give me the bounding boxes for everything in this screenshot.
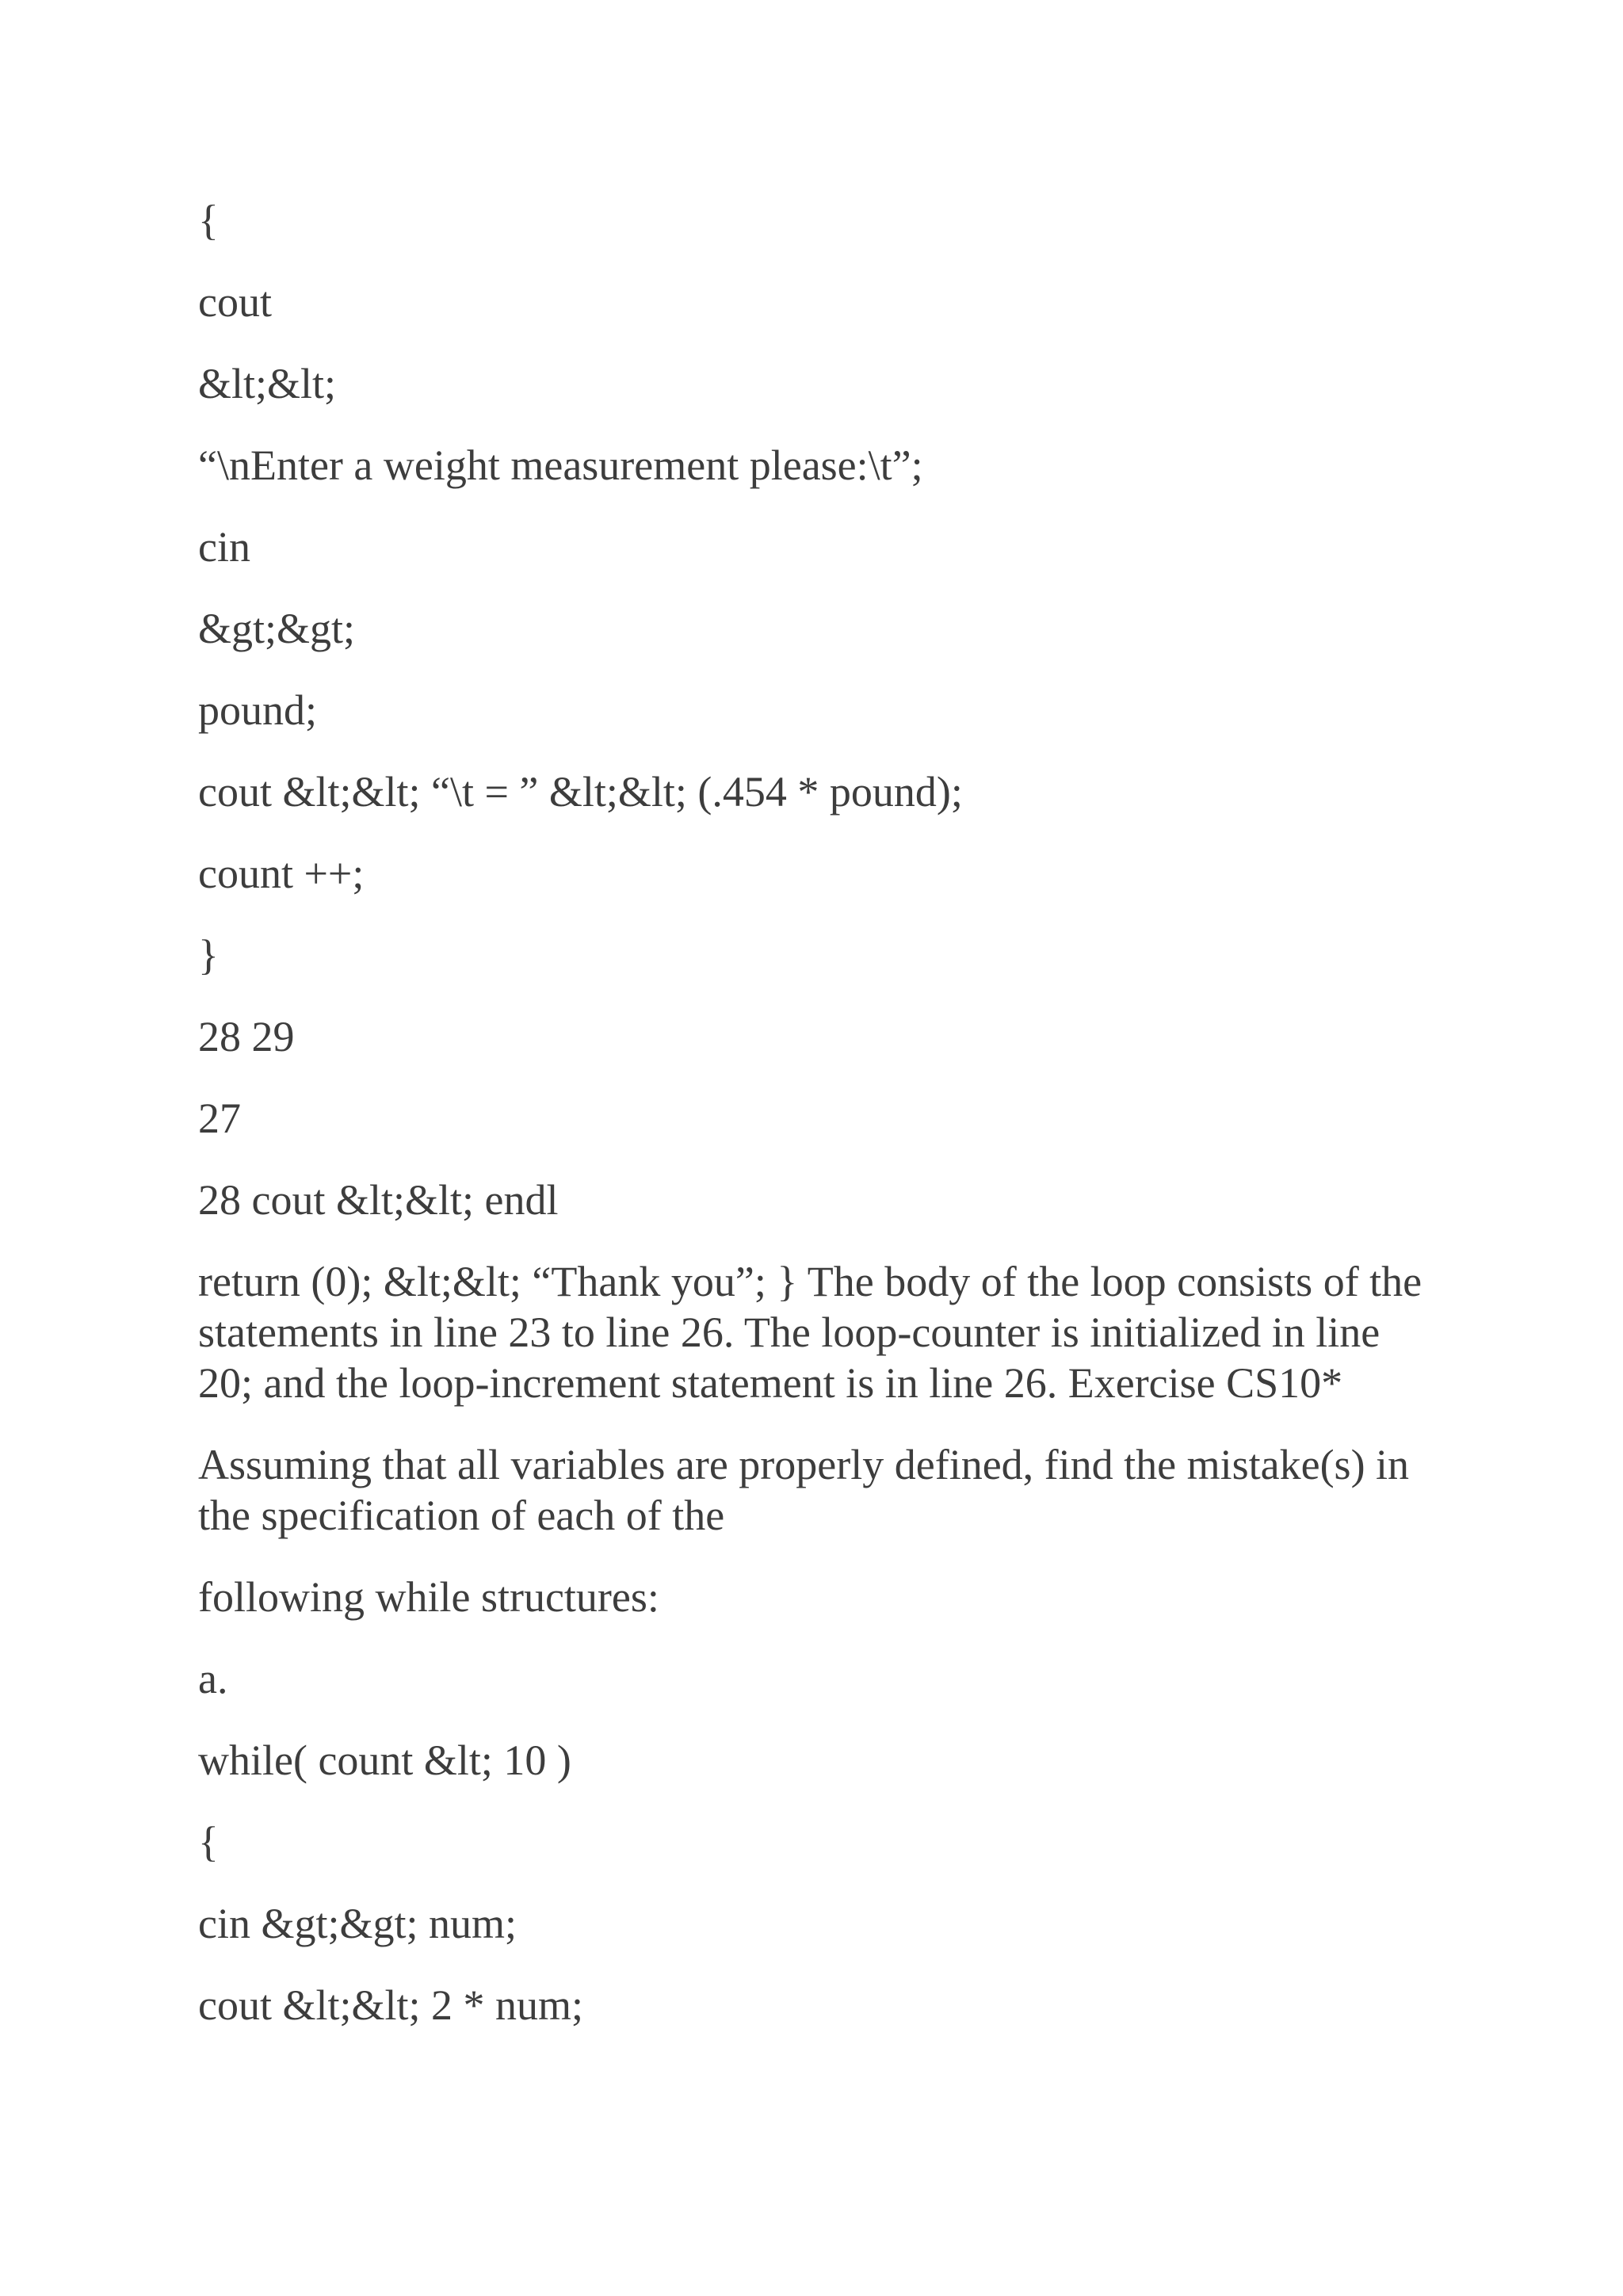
code-line-cout: cout xyxy=(198,278,272,326)
code-line-cin-num: cin &gt;&gt; num; xyxy=(198,1900,517,1947)
exercise-instruction-continuation: following while structures: xyxy=(198,1573,659,1621)
code-line-open-brace-2: { xyxy=(198,1818,219,1866)
item-label-a: a. xyxy=(198,1655,228,1702)
code-line-insertion-operator: &lt;&lt; xyxy=(198,360,337,407)
code-line-cout-endl: 28 cout &lt;&lt; endl xyxy=(198,1176,559,1224)
code-line-while: while( count &lt; 10 ) xyxy=(198,1736,571,1784)
code-line-prompt-string: “\nEnter a weight measurement please:\t”; xyxy=(198,441,923,489)
line-number-27: 27 xyxy=(198,1095,241,1142)
line-numbers-28-29: 28 29 xyxy=(198,1013,295,1060)
code-line-count-increment: count ++; xyxy=(198,850,365,897)
code-line-extraction-operator: &gt;&gt; xyxy=(198,605,356,652)
document-page xyxy=(198,195,1434,2061)
loop-explanation-paragraph: return (0); &lt;&lt; “Thank you”; } The body of the loop consists of the statements in line 23 to line 26. The loop-counter is initialized in line 20; and the loop-increment statement is in line 26. Exercise CS10* xyxy=(198,1258,1433,1407)
code-line-cout-conversion: cout &lt;&lt; “\t = ” &lt;&lt; (.454 * pound); xyxy=(198,768,963,816)
code-line-pound: pound; xyxy=(198,686,318,734)
code-line-cin: cin xyxy=(198,523,250,571)
code-line-open-brace: { xyxy=(198,197,219,244)
code-line-close-brace: } xyxy=(198,931,219,979)
exercise-instruction-paragraph: Assuming that all variables are properly defined, find the mistake(s) in the specification of each of the xyxy=(198,1441,1420,1539)
code-line-cout-double: cout &lt;&lt; 2 * num; xyxy=(198,1981,583,2029)
